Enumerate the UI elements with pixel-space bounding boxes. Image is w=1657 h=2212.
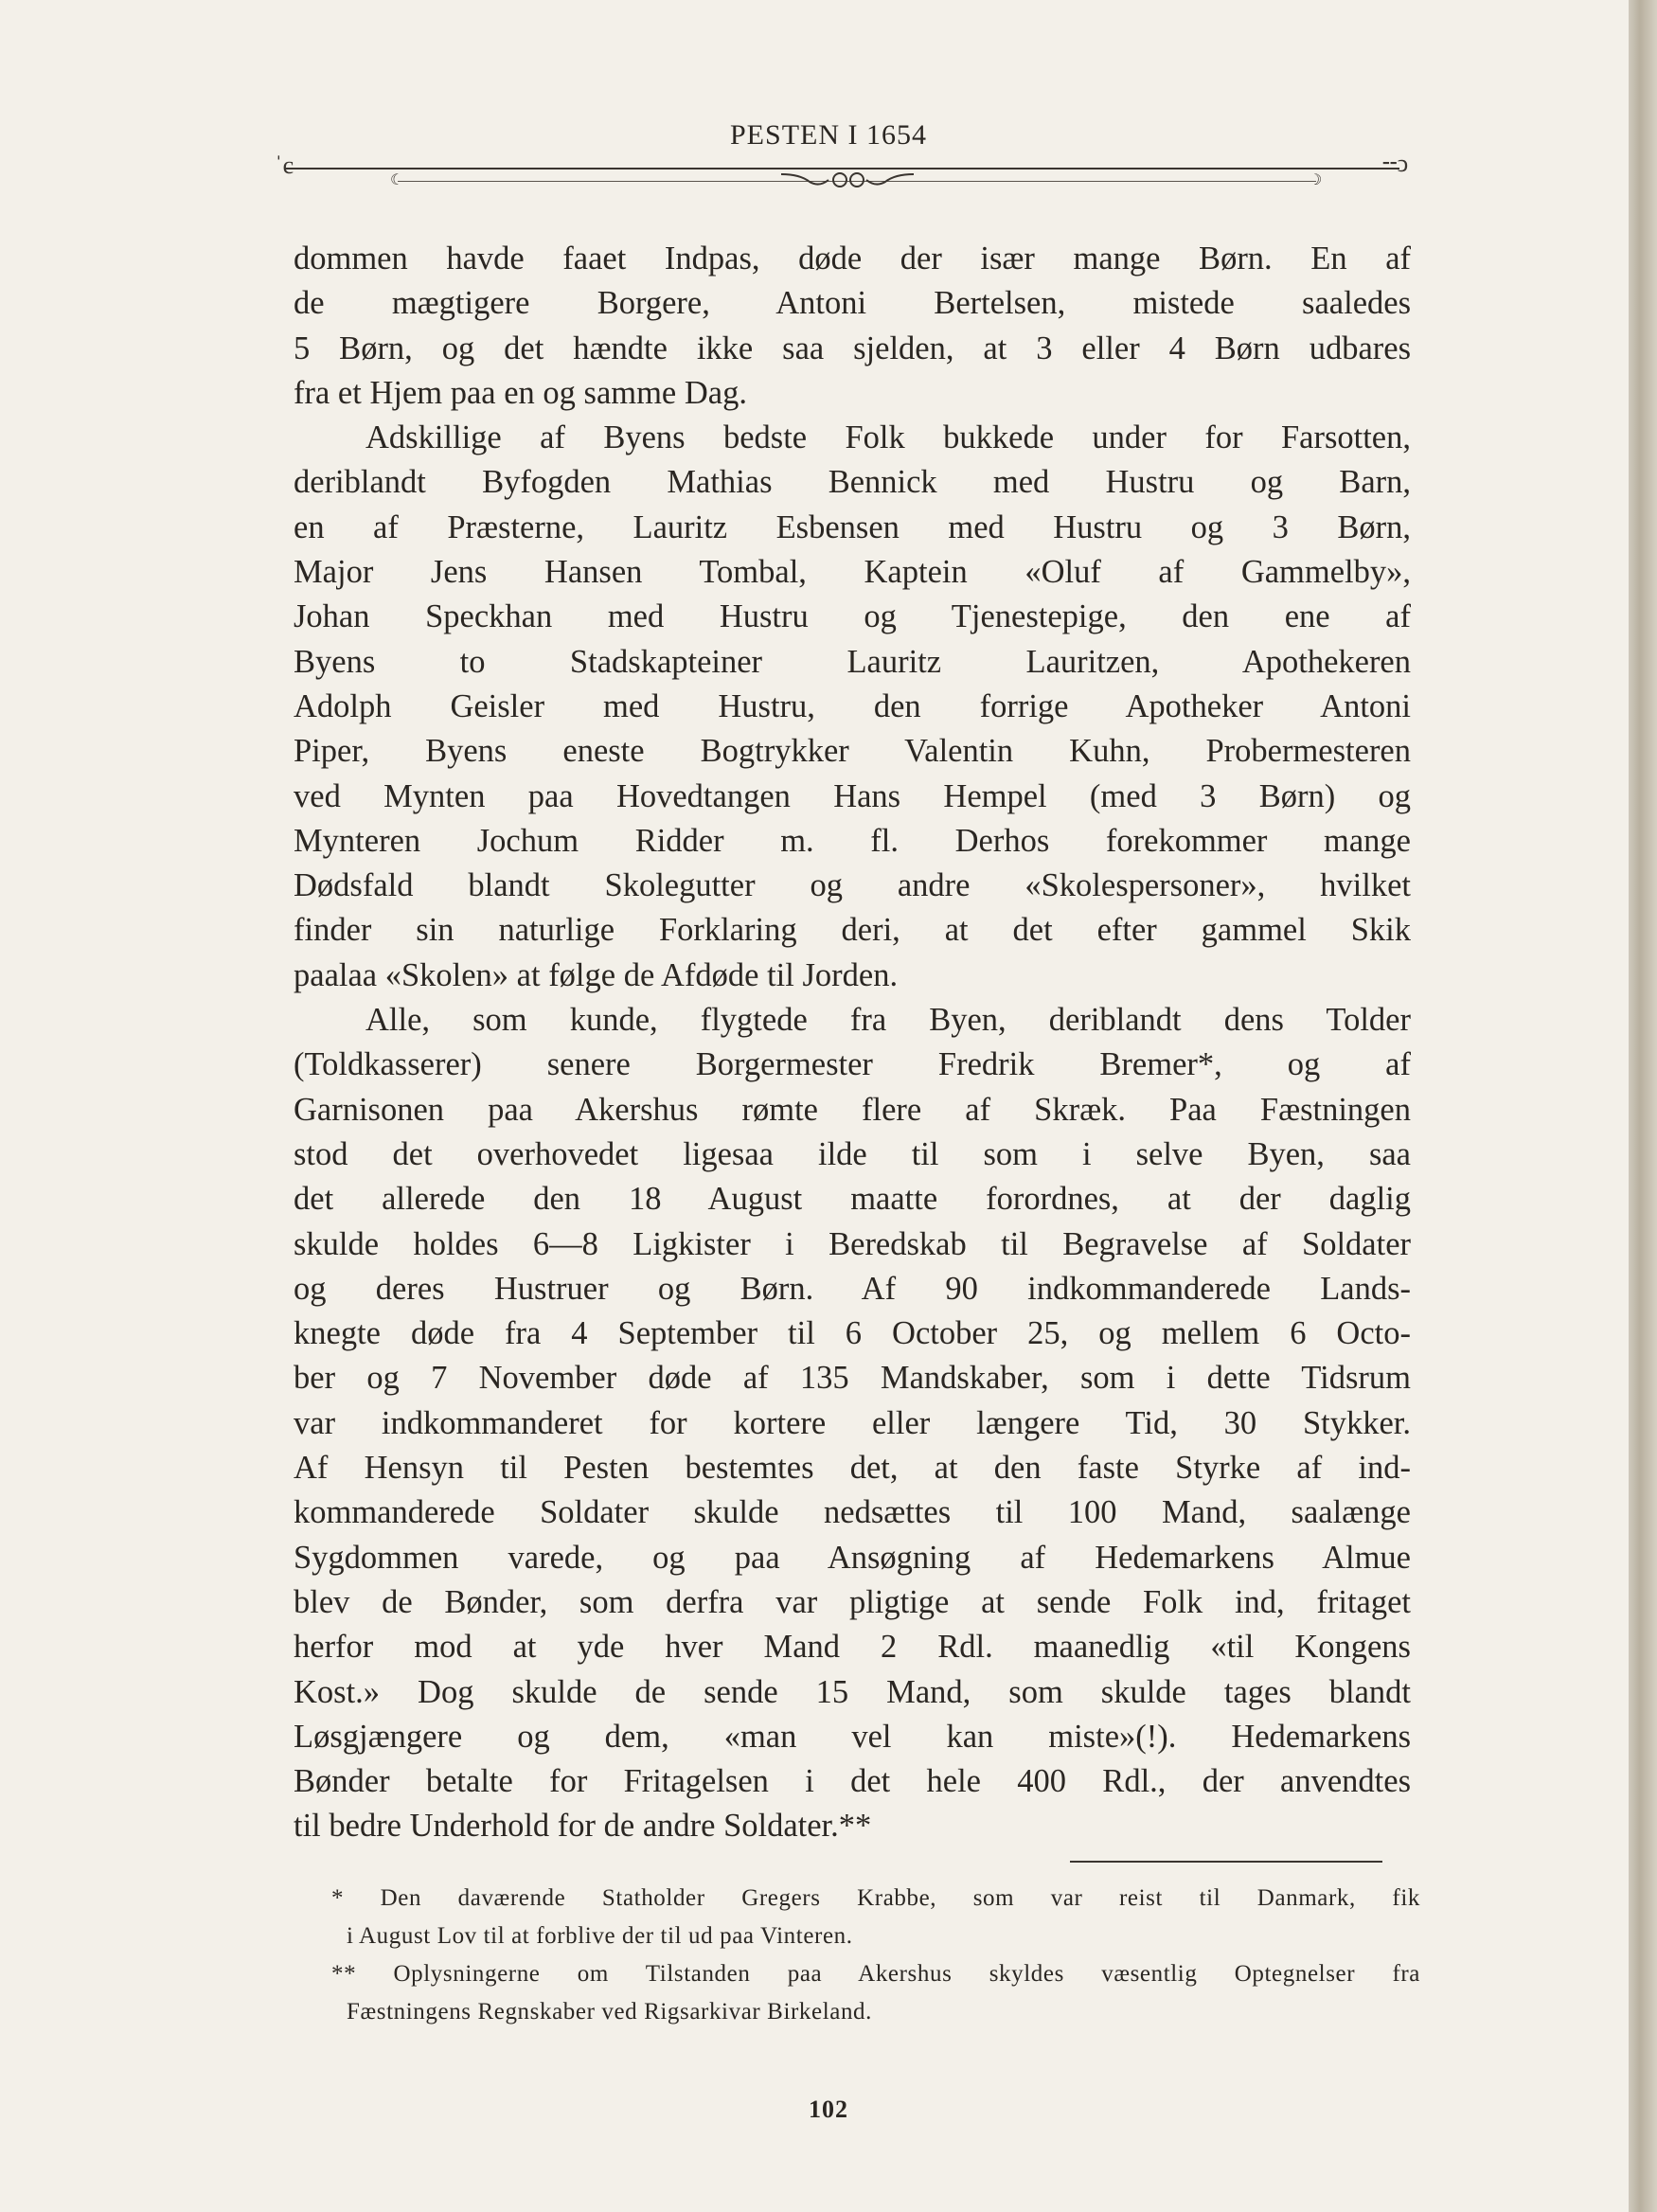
page-edge-shadow	[1629, 0, 1657, 2212]
text-line: og deres Hustruer og Børn. Af 90 indkommanderede Lands-	[294, 1270, 1411, 1307]
text-line: knegte døde fra 4 September til 6 October 25, og mellem 6 Octo-	[294, 1315, 1411, 1352]
text-line: stod det overhovedet ligesaa ilde til som i selve Byen, saa	[294, 1135, 1411, 1172]
text-line: finder sin naturlige Forklaring deri, at det efter gammel Skik	[294, 912, 1411, 949]
text-line: dommen havde faaet Indpas, døde der især mange Børn. En af	[294, 241, 1411, 276]
footnote-1-line-1: * Den daværende Statholder Gregers Krabbe, som var reist til Danmark, fik	[331, 1885, 1420, 1911]
footnotes	[331, 1880, 1420, 2031]
text-line: det allerede den 18 August maatte forordnes, at der daglig	[294, 1181, 1411, 1218]
running-head: PESTEN I 1654	[730, 119, 927, 151]
footnote-separator	[1070, 1861, 1382, 1863]
header-flourish-left-ornament: ☾	[390, 172, 404, 188]
text-line: skulde holdes 6—8 Ligkister i Beredskab til Begravelse af Soldater	[294, 1225, 1411, 1262]
main-text	[294, 237, 1411, 1849]
text-line: Byens to Stadskapteiner Lauritz Lauritzen, Apothekeren	[294, 643, 1411, 680]
text-line: Løsgjængere og dem, «man vel kan miste»(!). Hedemarkens	[294, 1718, 1411, 1755]
header-curl-right-ornament: ╌ↄ	[1382, 150, 1409, 177]
text-line: Major Jens Hansen Tombal, Kaptein «Oluf af Gammelby»,	[294, 554, 1411, 591]
text-line: en af Præsterne, Lauritz Esbensen med Hustru og 3 Børn,	[294, 508, 1411, 545]
text-line: Bønder betalte for Fritagelsen i det hele 400 Rdl., der anvendtes	[294, 1763, 1411, 1800]
header-curl-left-ornament: ˈc	[275, 152, 294, 179]
text-line: Sygdommen varede, og paa Ansøgning af Hedemarkens Almue	[294, 1539, 1411, 1576]
page-number: 102	[809, 2096, 848, 2123]
text-line: Alle, som kunde, flygtede fra Byen, deriblandt dens Tolder	[365, 1002, 1411, 1039]
footnote-1-line-2: i August Lov til at forblive der til ud paa Vinteren.	[347, 1923, 853, 1949]
text-line: fra et Hjem paa en og samme Dag.	[294, 374, 747, 411]
text-line: Dødsfald blandt Skolegutter og andre «Skolespersoner», hvilket	[294, 867, 1411, 904]
text-line: Johan Speckhan med Hustru og Tjenestepige, den ene af	[294, 598, 1411, 635]
text-line: ved Mynten paa Hovedtangen Hans Hempel (med 3 Børn) og	[294, 777, 1411, 814]
text-line: Af Hensyn til Pesten bestemtes det, at den faste Styrke af ind-	[294, 1450, 1411, 1487]
text-line: 5 Børn, og det hændte ikke saa sjelden, at 3 eller 4 Børn udbares	[294, 330, 1411, 366]
footnote-2-line-1: ** Oplysningerne om Tilstanden paa Akershus skyldes væsentlig Optegnelser fra	[331, 1961, 1420, 1987]
text-line: blev de Bønder, som derfra var pligtige at sende Folk ind, fritaget	[294, 1583, 1411, 1620]
text-line: Adolph Geisler med Hustru, den forrige Apotheker Antoni	[294, 687, 1411, 724]
text-line: (Toldkasserer) senere Borgermester Fredrik Bremer*, og af	[294, 1046, 1411, 1083]
footnote-2-line-2: Fæstningens Regnskaber ved Rigsarkivar Birkeland.	[347, 1999, 873, 2025]
text-line: til bedre Underhold for de andre Soldater.**	[294, 1808, 872, 1845]
text-line: kommanderede Soldater skulde nedsættes til 100 Mand, saalænge	[294, 1494, 1411, 1531]
text-line: de mægtigere Borgere, Antoni Bertelsen, mistede saaledes	[294, 285, 1411, 322]
header-flourish-right-ornament: ☽	[1309, 172, 1323, 188]
text-line: ber og 7 November døde af 135 Mandskaber, som i dette Tidsrum	[294, 1360, 1411, 1397]
text-line: Kost.» Dog skulde de sende 15 Mand, som skulde tages blandt	[294, 1673, 1411, 1710]
text-line: Mynteren Jochum Ridder m. fl. Derhos forekommer mange	[294, 822, 1411, 859]
text-line: herfor mod at yde hver Mand 2 Rdl. maanedlig «til Kongens	[294, 1629, 1411, 1666]
header-center-ornament	[781, 169, 914, 197]
text-line: Garnisonen paa Akershus rømte flere af Skræk. Paa Fæstningen	[294, 1091, 1411, 1128]
text-line: Piper, Byens eneste Bogtrykker Valentin Kuhn, Probermesteren	[294, 733, 1411, 770]
text-line: Adskillige af Byens bedste Folk bukkede under for Farsotten,	[365, 419, 1411, 456]
text-line: paalaa «Skolen» at følge de Afdøde til Jorden.	[294, 956, 899, 993]
text-line: deriblandt Byfogden Mathias Bennick med Hustru og Barn,	[294, 464, 1411, 501]
text-line: var indkommanderet for kortere eller længere Tid, 30 Stykker.	[294, 1404, 1411, 1441]
